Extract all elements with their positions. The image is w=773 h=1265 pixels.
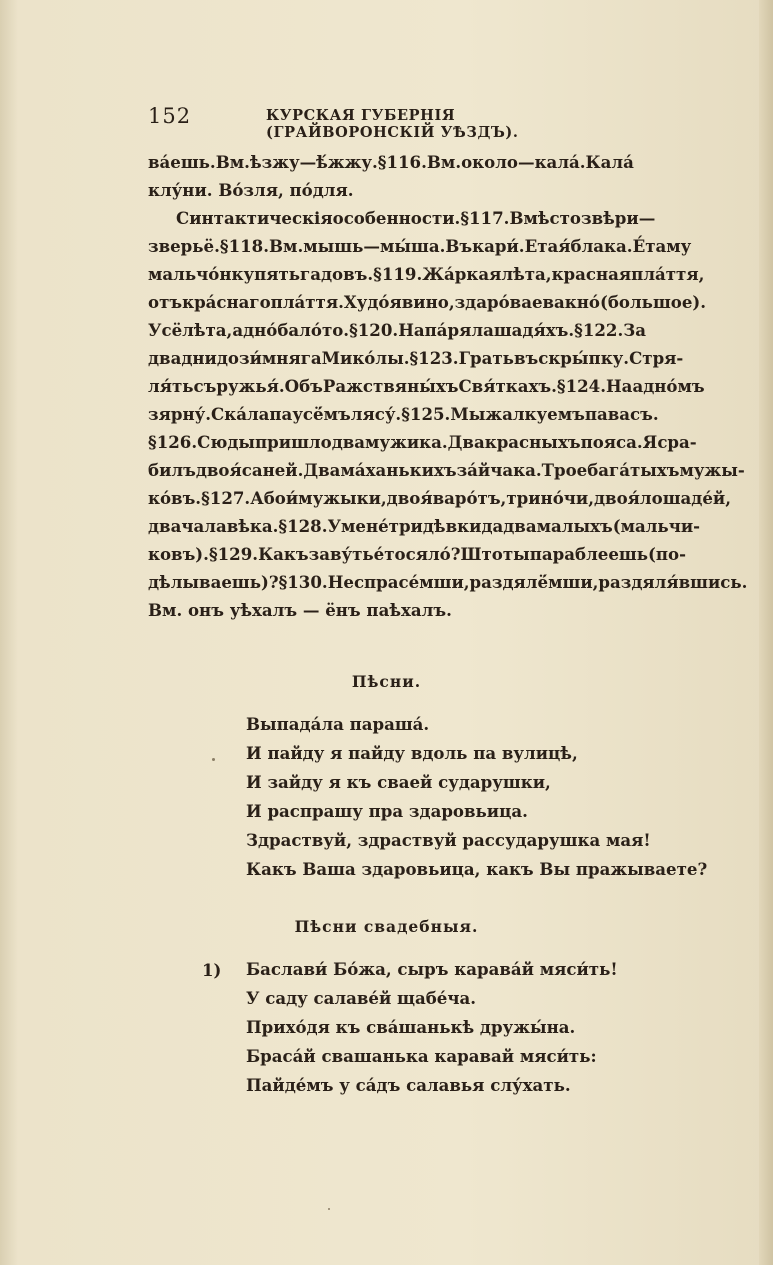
paragraph-line: Синтактическія особенности. § 117. Вмѣсто звѣри — [176,208,656,228]
paragraph-line: § 126. Сюды пришло два мужика. Два красныхъ пояса. Я сра- [148,432,697,452]
ink-speck [328,1208,330,1210]
verse-line: Здраствуй, здраствуй рассударушка мая! [246,830,651,850]
verse-line: Выпада́ла параша́. [246,714,430,734]
paragraph-line: дѣлываешь)? § 130. Не спрасе́мши, раздялё́мши, раздяля́вшись. [148,572,748,592]
paragraph-line: мальчо́нку пять гадовъ. § 119. Жа́ркая лѣта, красная пла́ття, [148,264,705,284]
verse-line: Пайде́мъ у са́дъ салавья слу́хать. [246,1075,571,1095]
paragraph-line: Вм. онъ уѣхалъ — ёнъ паѣхалъ. [148,600,452,620]
verse-line: И распрашу пра здаровьица. [246,801,528,821]
ink-speck [212,758,215,761]
song-verse [246,710,708,884]
verse-line: И зайду я къ сваей сударушки, [246,772,551,792]
page-edge [759,0,773,1265]
paragraph-line: клу́ни. Во́зля, по́для. [148,180,354,200]
page-number: 152 [148,104,192,128]
verse-line: Прихо́дя къ сва́шанькѣ дружы́на. [246,1017,576,1037]
song-number: 1) [202,960,222,980]
verse-line: У саду салаве́й щабе́ча. [246,988,477,1008]
page-header [148,104,628,141]
paragraph-line: ковъ). § 129. Какъ заву́ть е́то сяло́? Што ты параблеешь (по- [148,544,686,564]
paragraph-line: два дни до зи́мняга Мико́лы. § 123. Грать въ скры́пку. Стря- [148,348,684,368]
verse-line: Браса́й свашанька каравай мяси́ть: [246,1046,597,1066]
paragraph-line: два чалавѣка. § 128. У мене́ три дѣвки да два малыхъ (мальчи- [148,516,701,536]
songs-heading: Пѣсни. [351,672,422,691]
verse-line: Какъ Ваша здаровьица, какъ Вы пражываете? [246,859,708,879]
verse-line: И пайду я пайду вдоль па вулицѣ, [246,743,578,763]
wedding-verse [246,955,686,1100]
paragraph-line: билъ двоя́ саней. Два ма́ханькихъ за́йчака. Трое бага́тыхъ мужы- [148,460,745,480]
paragraph-line: ва́ешь. Вм. ѣзжу — ѣ́жжу. § 116. Вм. около — кала́. Кала́ [148,152,634,172]
paragraph-line: зярну́. Ска́ла па усё́мъ лясу́. § 125. Мы жалкуемъ па васъ. [148,404,659,424]
wedding-songs-heading: Пѣсни свадебныя. [294,917,479,936]
running-head: КУРСКАЯ ГУБЕРНІЯ (ГРАЙВОРОНСКІЙ УѢЗДЪ). [266,107,519,141]
paragraph-line: Усё лѣта, адно́ бало́то. § 120. На па́ря лашадя́хъ. § 122. За [148,320,646,340]
paragraph-line: отъ кра́снаго пла́ття. Худо́я вино, здаро́вае вакно́ (большое). [148,292,707,312]
main-paragraph [148,148,748,624]
verse-line: Баслави́ Бо́жа, сыръ карава́й мяси́ть! [246,959,618,979]
paragraph-line: зверьё. § 118. Вм. мышь — мы́ша. Въ кари́. Ета я́блака. Е́таму [148,236,692,256]
paragraph-line: ля́ть съ ружья́. Объ Ражствяны́хъ Свя́ткахъ. § 124. На адно́мъ [148,376,705,396]
paragraph-line: ко́въ. § 127. Абои́ мужыки, двоя́ варо́тъ, три но́чи, двоя́ лошаде́й, [148,488,731,508]
